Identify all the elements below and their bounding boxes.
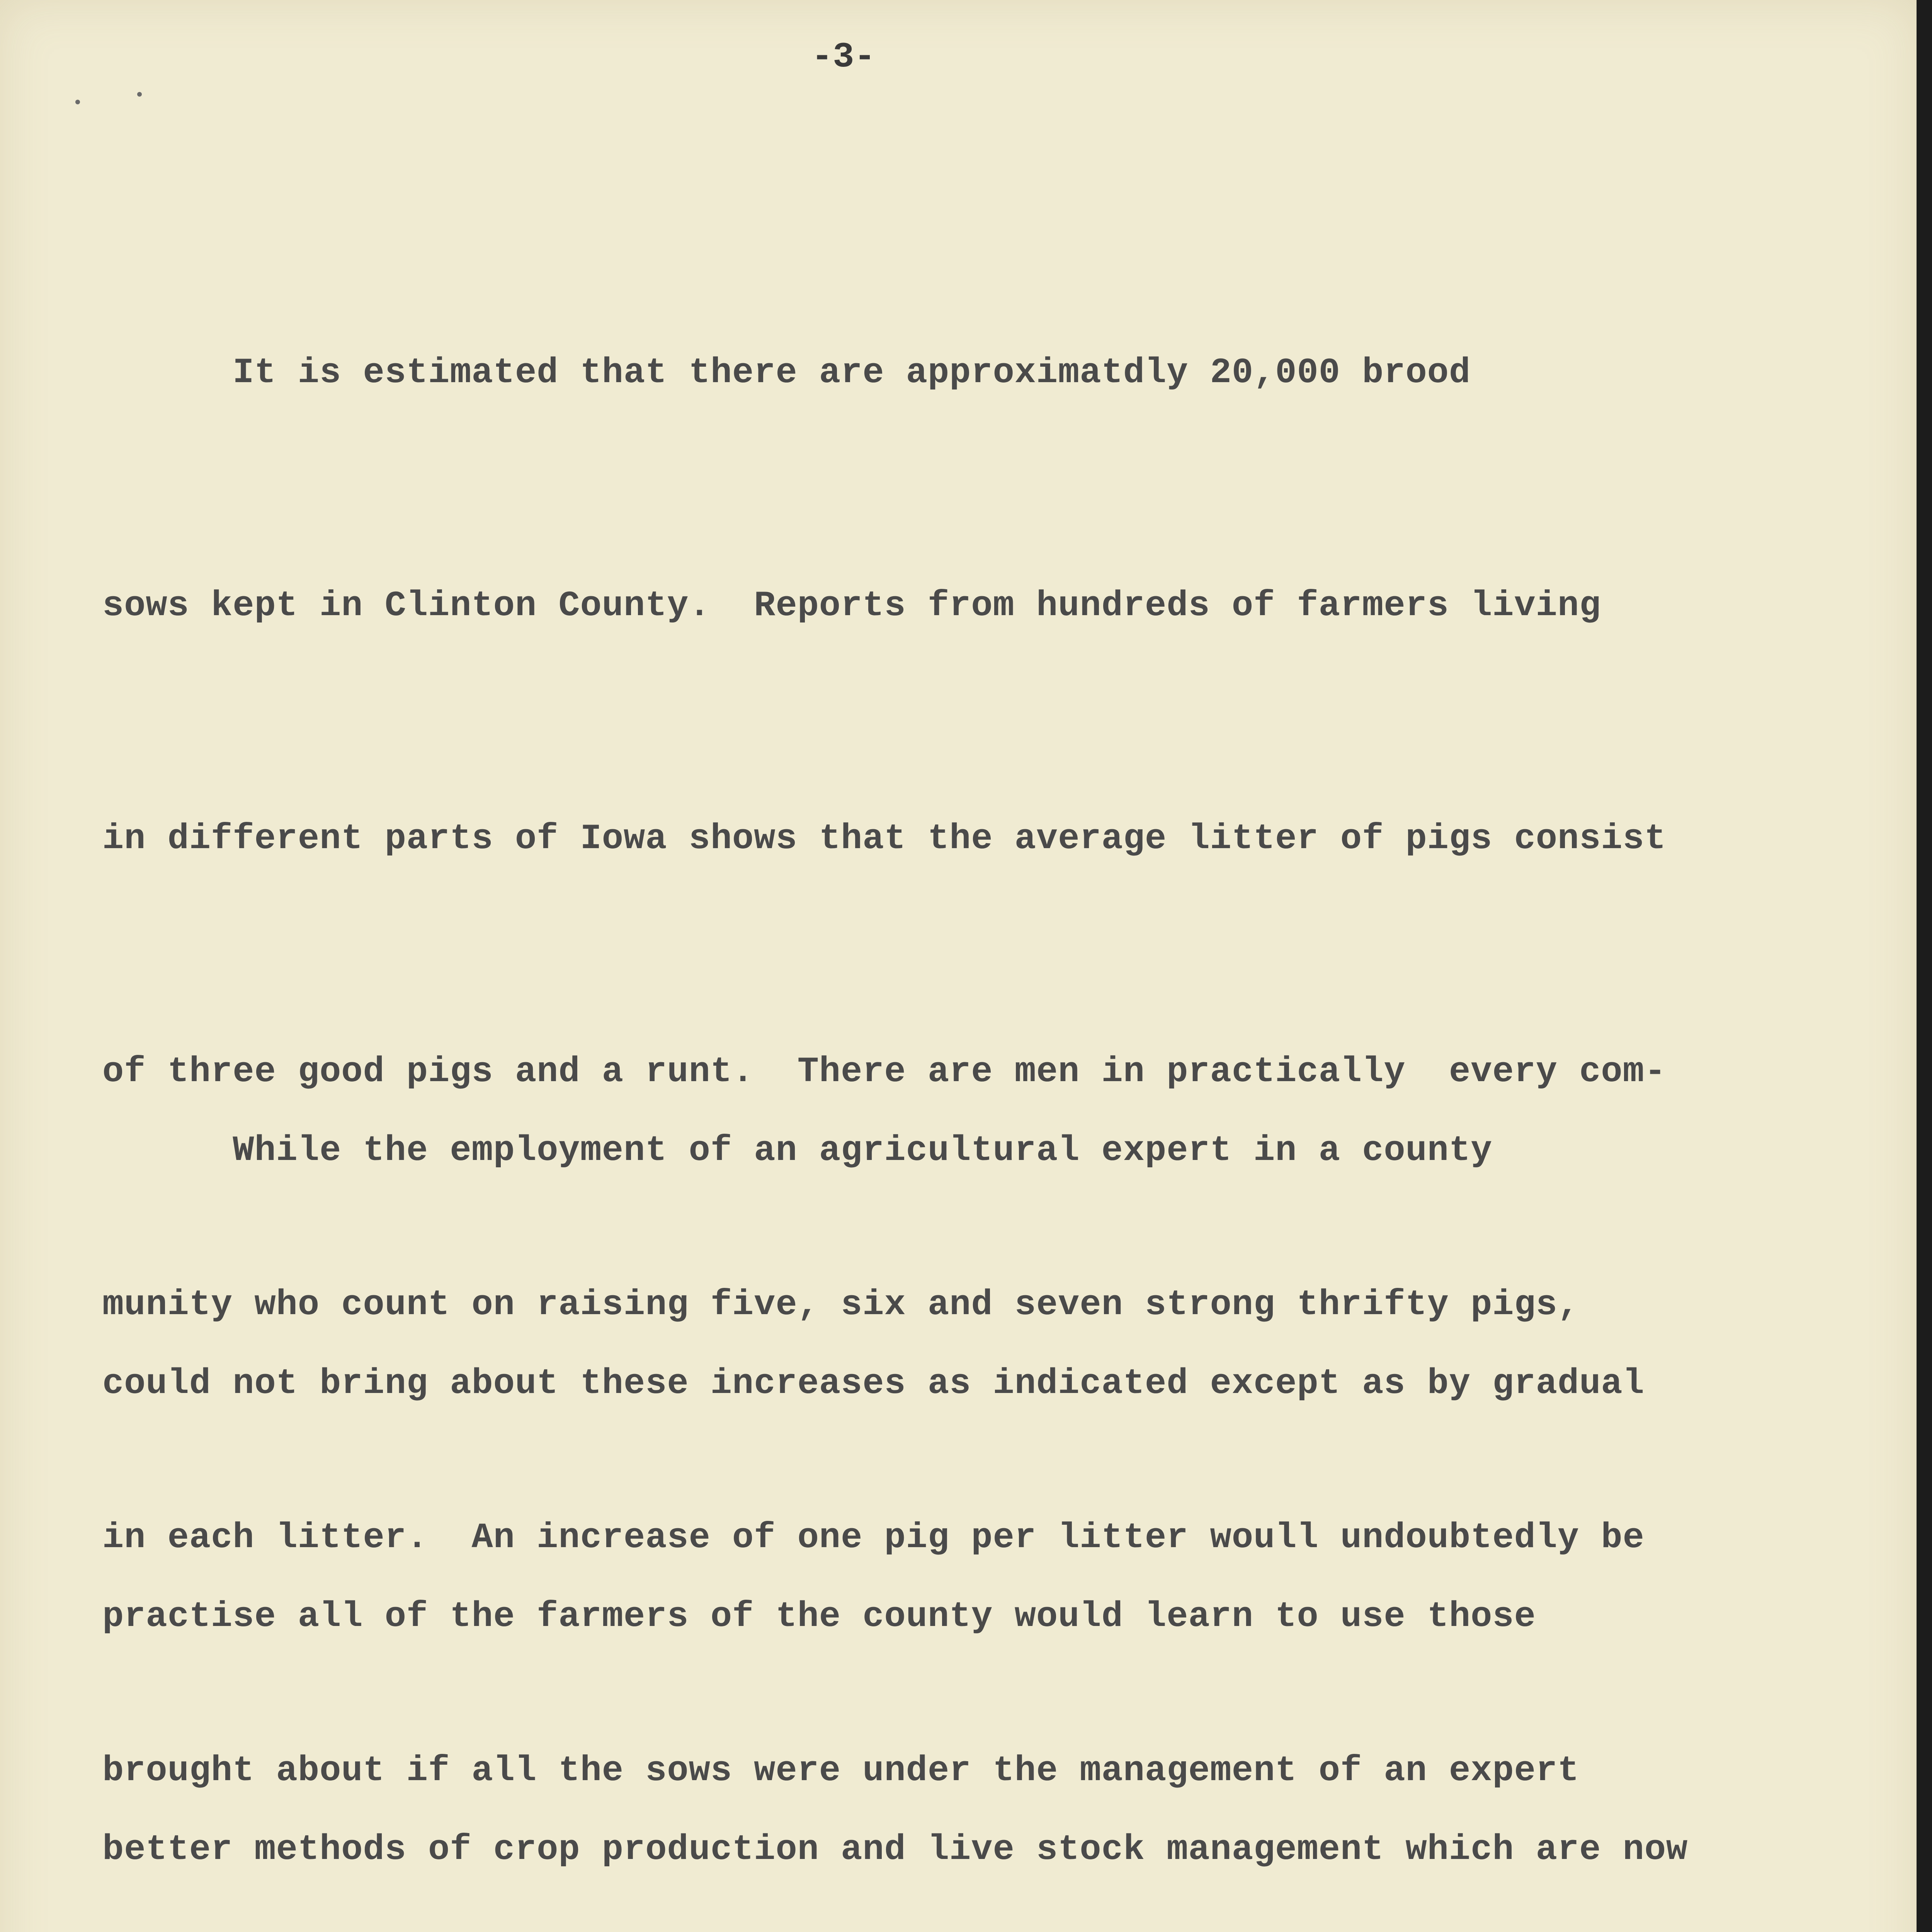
text-line: of three good pigs and a runt. There are men in practically every com-: [102, 1051, 1667, 1092]
ink-speck: [75, 100, 80, 104]
text-line: brought about if all the sows were under the management of an expert: [102, 1750, 1580, 1791]
text-line: sows kept in Clinton County. Reports from hundreds of farmers living: [102, 585, 1601, 626]
text-line: While the employment of an agricultural expert in a county: [102, 1130, 1493, 1171]
text-line: practise all of the farmers of the county would learn to use those: [102, 1596, 1536, 1637]
text-line: could not bring about these increases as indicated except as by gradual: [102, 1363, 1645, 1404]
text-line: in different parts of Iowa shows that the average litter of pigs consist: [102, 818, 1667, 859]
text-line: in each litter. An increase of one pig per litter woull undoubtedly be: [102, 1517, 1645, 1558]
page-number: -3-: [811, 37, 876, 77]
paragraph: [102, 956, 1833, 1932]
text-line: munity who count on raising five, six and seven strong thrifty pigs,: [102, 1284, 1580, 1325]
text-line: better methods of crop production and live stock management which are now: [102, 1829, 1688, 1870]
text-line: It is estimated that there are approximatdly 20,000 brood: [102, 352, 1471, 393]
ink-speck: [137, 92, 142, 97]
